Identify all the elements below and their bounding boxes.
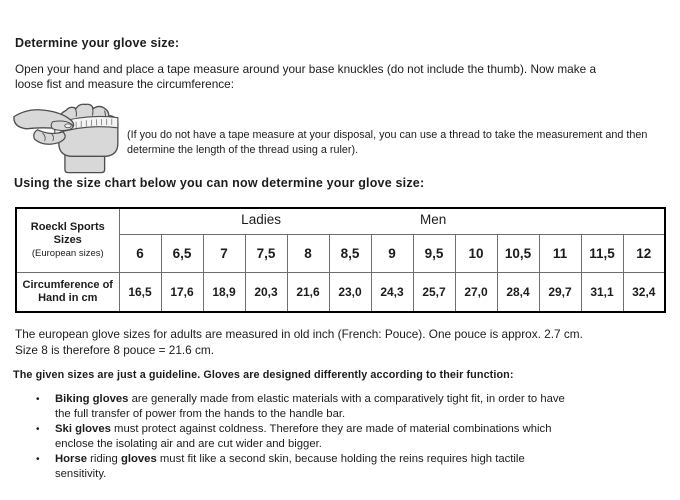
circumference-cell: 32,4 [623, 273, 665, 313]
size-cell: 8 [287, 235, 329, 273]
glove-size-table [15, 207, 666, 313]
group-label-ladies: Ladies [241, 212, 281, 227]
text-line: determine the length of the thread using a ruler). [127, 143, 359, 156]
bullet-line [36, 407, 656, 422]
table-row-header-circumference: Circumference of Hand in cm [16, 273, 119, 313]
bullet-text: Ski gloves must protect against coldness. Therefore they are made of material combinations which [55, 423, 552, 435]
pouce-note [15, 327, 675, 358]
table-row-header-sizes: Roeckl Sports Sizes (European sizes) [16, 208, 119, 273]
size-cell: 7 [203, 235, 245, 273]
circumference-cell: 16,5 [119, 273, 161, 313]
hand-tape-measure-illustration [12, 102, 126, 174]
text-line: Open your hand and place a tape measure around your base knuckles (do not include the thumb). Now make a [15, 62, 597, 76]
size-cell: 11,5 [581, 235, 623, 273]
bullet-line [36, 467, 656, 482]
bullet-marker: • [36, 394, 40, 405]
size-cell: 6,5 [161, 235, 203, 273]
page-title: Determine your glove size: [15, 36, 180, 50]
group-label-men: Men [420, 212, 447, 227]
bullet-marker [36, 467, 55, 482]
circumference-cell: 23,0 [329, 273, 371, 313]
bullet-text: Horse riding gloves must fit like a second skin, because holding the reins requires high tactile [55, 453, 525, 465]
size-chart-heading: Using the size chart below you can now determine your glove size: [14, 176, 425, 190]
bullet-line [36, 422, 656, 437]
size-cell: 11 [539, 235, 581, 273]
circumference-cell: 29,7 [539, 273, 581, 313]
size-cell: 6 [119, 235, 161, 273]
bullet-marker: • [36, 454, 40, 465]
circumference-cell: 18,9 [203, 273, 245, 313]
size-cell: 9 [371, 235, 413, 273]
text-line: Size 8 is therefore 8 pouce = 21.6 cm. [15, 342, 215, 357]
text-line: The european glove sizes for adults are measured in old inch (French: Pouce). One pouce is approx. 2.7 cm. [15, 327, 583, 341]
circumference-cell: 20,3 [245, 273, 287, 313]
bullet-text: the full transfer of power from the hands to the handle bar. [55, 408, 346, 420]
circumference-cell: 27,0 [455, 273, 497, 313]
bullet-text: sensitivity. [55, 468, 107, 480]
guideline-note: The given sizes are just a guideline. Gloves are designed differently according to their function: [13, 369, 514, 381]
circumference-cell: 28,4 [497, 273, 539, 313]
bullet-text: enclose the isolating air and are cut wider and bigger. [55, 438, 322, 450]
circumference-cell: 24,3 [371, 273, 413, 313]
size-cell: 9,5 [413, 235, 455, 273]
text-line: loose fist and measure the circumference: [15, 77, 235, 91]
size-cell: 12 [623, 235, 665, 273]
size-cell: 7,5 [245, 235, 287, 273]
bullet-line [36, 437, 656, 452]
bullet-marker: • [36, 424, 40, 435]
glove-type-bullets [36, 392, 656, 482]
gender-group-header [119, 208, 665, 235]
intro-paragraph [15, 62, 675, 92]
circumference-cell: 17,6 [161, 273, 203, 313]
bullet-line [36, 392, 656, 407]
bullet-marker [36, 437, 55, 452]
circumference-cell: 21,6 [287, 273, 329, 313]
size-cell: 10,5 [497, 235, 539, 273]
circumference-cell: 25,7 [413, 273, 455, 313]
size-cell: 10 [455, 235, 497, 273]
bullet-marker [36, 407, 55, 422]
text-line: (If you do not have a tape measure at your disposal, you can use a thread to take the measurement and then [127, 129, 648, 141]
tape-measure-note [127, 128, 657, 157]
bullet-line [36, 452, 656, 467]
bullet-text: Biking gloves are generally made from elastic materials with a comparatively tight fit, in order to have [55, 393, 565, 405]
size-cell: 8,5 [329, 235, 371, 273]
circumference-cell: 31,1 [581, 273, 623, 313]
